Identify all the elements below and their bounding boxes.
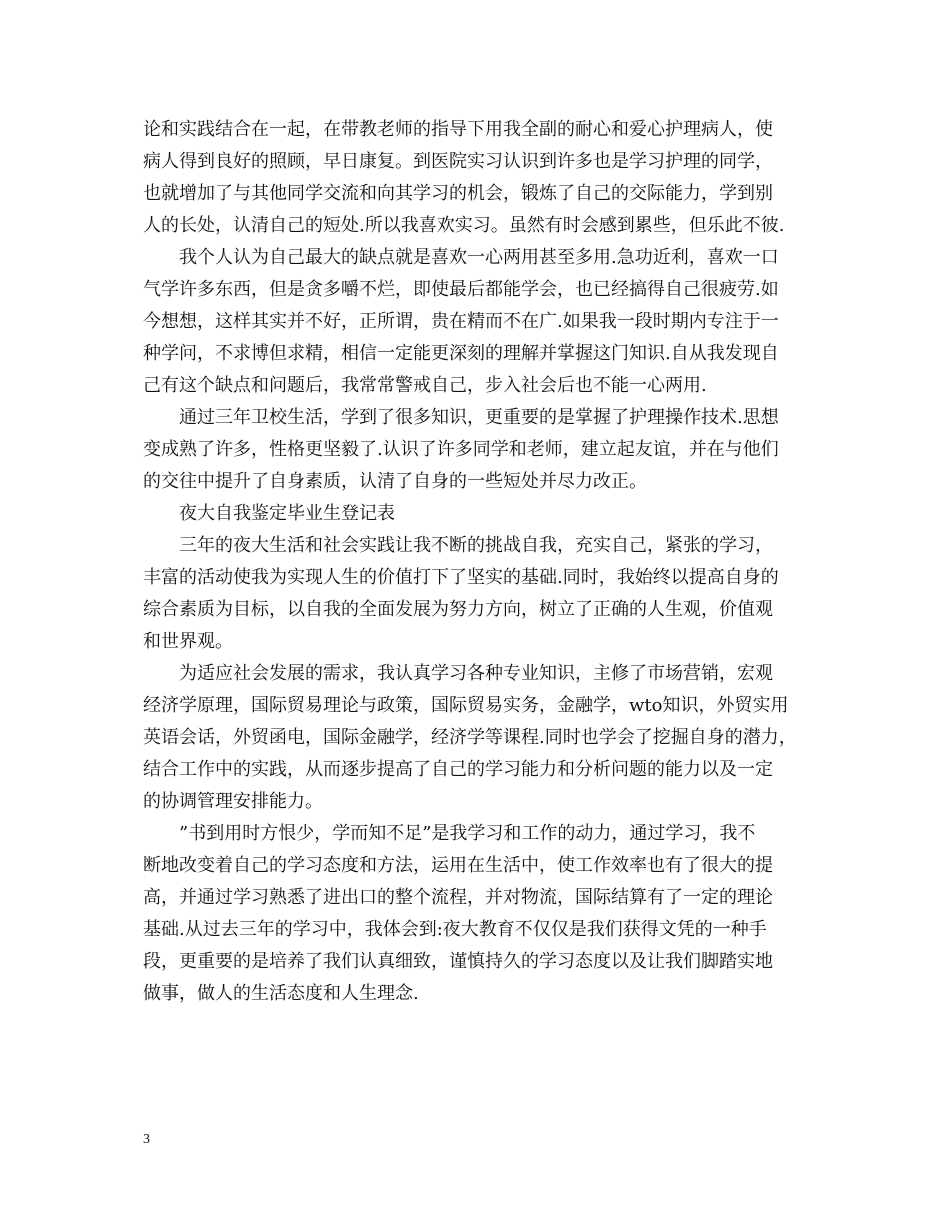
text-line: 气学许多东西，但是贪多嚼不烂，即使最后都能学会，也已经搞得自己很疲劳.如 xyxy=(143,279,779,300)
paragraph-start-line: ”书到用时方恨少，学而知不足”是我学习和工作的动力，通过学习，我不 xyxy=(179,823,756,844)
text-line: 和世界观。 xyxy=(143,631,233,652)
text-line: 做事，做人的生活态度和人生理念. xyxy=(143,983,419,1004)
text-line: 的交往中提升了自身素质，认清了自身的一些短处并尽力改正。 xyxy=(143,471,647,492)
text-line: 种学问，不求博但求精，相信一定能更深刻的理解并掌握这门知识.自从我发现自 xyxy=(143,343,779,364)
text-line: 综合素质为目标，以自我的全面发展为努力方向，树立了正确的人生观，价值观 xyxy=(143,599,773,620)
text-line: 论和实践结合在一起，在带教老师的指导下用我全副的耐心和爱心护理病人，使 xyxy=(143,119,773,140)
text-line: 己有这个缺点和问题后，我常常警戒自己，步入社会后也不能一心两用. xyxy=(143,375,707,396)
paragraph-start-line: 我个人认为自己最大的缺点就是喜欢一心两用甚至多用.急功近利，喜欢一口 xyxy=(179,247,779,268)
text-line: 段，更重要的是培养了我们认真细致，谨慎持久的学习态度以及让我们脚踏实地 xyxy=(143,951,773,972)
text-line: 也就增加了与其他同学交流和向其学习的机会，锻炼了自己的交际能力，学到别 xyxy=(143,183,773,204)
paragraph-start-line: 为适应社会发展的需求，我认真学习各种专业知识，主修了市场营销，宏观 xyxy=(179,663,773,684)
text-line: 今想想，这样其实并不好，正所谓，贵在精而不在广.如果我一段时期内专注于一 xyxy=(143,311,779,332)
section-heading: 夜大自我鉴定毕业生登记表 xyxy=(179,503,395,524)
text-line: 结合工作中的实践，从而逐步提高了自己的学习能力和分析问题的能力以及一定 xyxy=(143,759,773,780)
text-line: 人的长处，认清自己的短处.所以我喜欢实习。虽然有时会感到累些，但乐此不彼. xyxy=(143,215,785,236)
paragraph-start-line: 通过三年卫校生活，学到了很多知识，更重要的是掌握了护理操作技术.思想 xyxy=(179,407,779,428)
text-line: 断地改变着自己的学习态度和方法，运用在生活中，使工作效率也有了很大的提 xyxy=(143,855,773,876)
text-line: 高，并通过学习熟悉了进出口的整个流程，并对物流，国际结算有了一定的理论 xyxy=(143,887,773,908)
text-line: 基础.从过去三年的学习中，我体会到:夜大教育不仅仅是我们获得文凭的一种手 xyxy=(143,919,767,940)
text-line: 的协调管理安排能力。 xyxy=(143,791,323,812)
text-line: 经济学原理，国际贸易理论与政策，国际贸易实务，金融学，wto知识，外贸实用 xyxy=(143,695,789,716)
text-line: 英语会话，外贸函电，国际金融学，经济学等课程.同时也学会了挖掘自身的潜力， xyxy=(143,727,797,748)
page-number: 3 xyxy=(143,1132,150,1147)
text-line: 变成熟了许多，性格更坚毅了.认识了许多同学和老师，建立起友谊，并在与他们 xyxy=(143,439,779,460)
paragraph-start-line: 三年的夜大生活和社会实践让我不断的挑战自我，充实自己，紧张的学习， xyxy=(179,535,773,556)
body-text xyxy=(143,114,823,1010)
text-line: 丰富的活动使我为实现人生的价值打下了坚实的基础.同时，我始终以提高自身的 xyxy=(143,567,779,588)
text-line: 病人得到良好的照顾，早日康复。到医院实习认识到许多也是学习护理的同学， xyxy=(143,151,773,172)
